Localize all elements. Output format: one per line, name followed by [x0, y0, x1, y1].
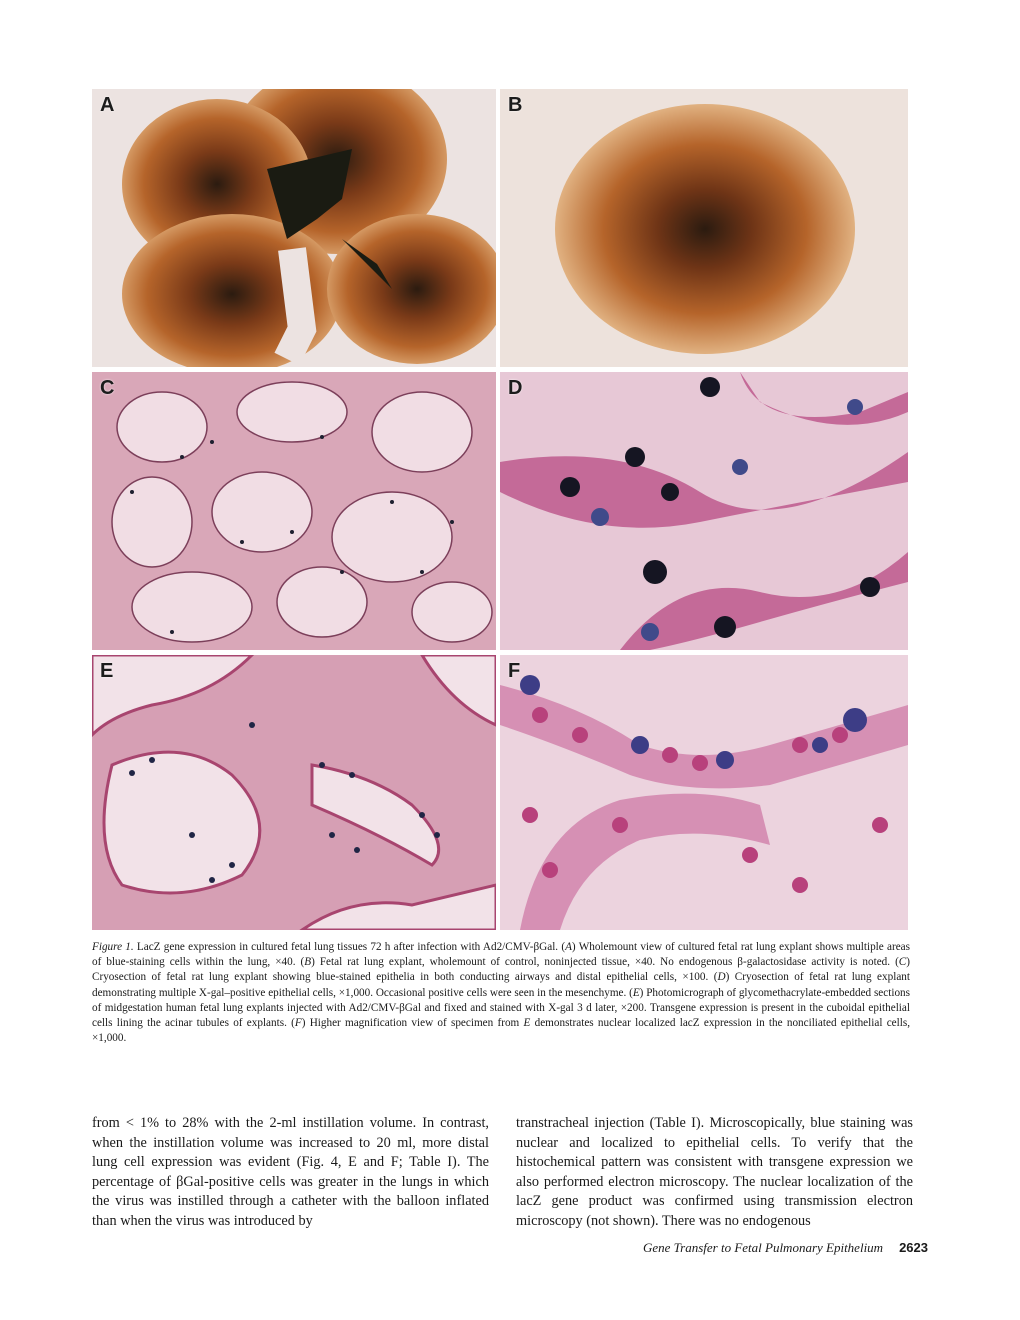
caption-text-8: demonstrates nuclear localized lacZ expression in the nonciliated epithelial cells, ×1,000.: [92, 1017, 910, 1045]
caption-text-1: LacZ gene expression in cultured fetal lung tissues 72 h after infection with Ad2/CMV-βGal. (: [133, 941, 566, 953]
panel-b-micrograph: [500, 89, 908, 367]
caption-ref-e-2: E: [523, 1017, 531, 1030]
caption-text-4: ) Cryosection of fetal rat lung explant showing blue-stained epithelia in both conducting airways and distal epithelial cells, ×100. (: [92, 956, 910, 984]
panel-b-label: B: [508, 94, 523, 116]
panel-e: [92, 655, 496, 930]
panel-c: [92, 372, 496, 650]
panel-a-micrograph: [92, 89, 496, 367]
panel-d-micrograph: [500, 372, 908, 650]
caption-ref-f: F: [294, 1017, 302, 1030]
figure-caption: [92, 940, 910, 1046]
caption-text-6: ) Photomicrograph of glycomethacrylate-embedded sections of midgestation human fetal lung explants injected with Ad2/CMV-βGal and fixed and stained with X-gal 3 d later, ×200. Transgene expression is present in the cuboidal epithelial cells lining the acinar tubules of explants. (: [92, 986, 910, 1030]
caption-ref-e: E: [632, 986, 640, 999]
running-title: Gene Transfer to Fetal Pulmonary Epithelium: [642, 1240, 884, 1255]
panel-a-label: A: [100, 94, 115, 116]
panel-f: [500, 655, 908, 930]
panel-b: [500, 89, 908, 367]
page-footer: [643, 1240, 928, 1256]
caption-text-5: ) Cryosection of fetal rat lung explant demonstrating multiple X-gal–positive epithelial cells, ×1,000. Occasional positive cells were seen in the mesenchyme. (: [92, 971, 910, 999]
body-text-left-column: from < 1% to 28% with the 2-ml instillation volume. In contrast, when the instillation volume was increased to 20 ml, more distal lung cell expression was evident (Fig. 4, E and F; Table I). The percentage of βGal-positive cells was greater in the lungs in which the virus was instilled through a catheter with the balloon inflated than when the virus was introduced by: [92, 1115, 489, 1229]
panel-f-micrograph: [500, 655, 908, 930]
caption-ref-c: C: [898, 956, 907, 969]
caption-ref-d: D: [717, 971, 726, 984]
panel-d: [500, 372, 908, 650]
figure-1: [92, 89, 908, 931]
body-text-right-column: transtracheal injection (Table I). Microscopically, blue staining was nuclear and localized to epithelial cells. To verify that the histochemical pattern was consistent with transgene expression we also performed electron microscopy. The nuclear localization of the lacZ gene product was confirmed using transmission electron microscopy (not shown). There was no endogenous: [516, 1115, 913, 1229]
panel-d-label: D: [508, 377, 523, 399]
caption-text-7: ) Higher magnification view of specimen from: [301, 1017, 524, 1030]
caption-ref-b: B: [304, 956, 312, 969]
caption-ref-a: A: [565, 941, 572, 953]
panel-c-label: C: [100, 377, 115, 399]
panel-e-micrograph: [92, 655, 496, 930]
panel-e-label: E: [100, 660, 114, 682]
page-number: 2623: [899, 1240, 928, 1255]
panel-a: [92, 89, 496, 367]
caption-text-2: ) Wholemount view of cultured fetal rat lung explant shows multiple areas of blue-staining cells within the lung, ×40. (: [92, 941, 910, 969]
panel-c-micrograph: [92, 372, 496, 650]
panel-f-label: F: [508, 660, 521, 682]
figure-label: Figure 1.: [92, 941, 134, 953]
caption-text-3: ) Fetal rat lung explant, wholemount of control, noninjected tissue, ×40. No endogenous β-galactosidase activity is noted. (: [311, 956, 899, 969]
